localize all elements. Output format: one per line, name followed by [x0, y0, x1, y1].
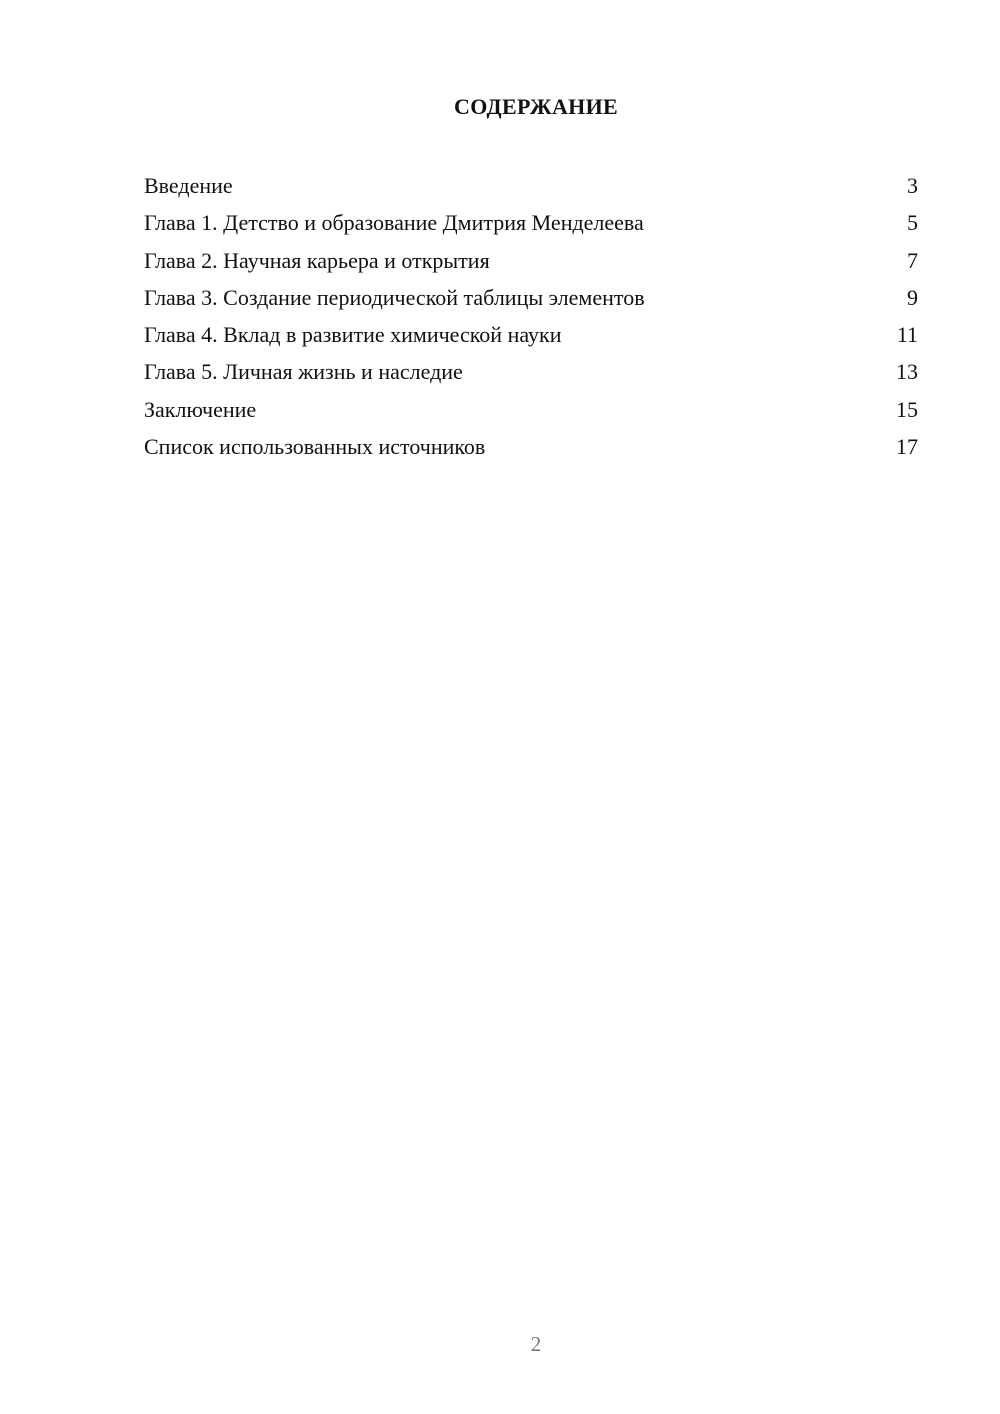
toc-item-page: 13 — [896, 359, 918, 385]
toc-item-label: Глава 5. Личная жизнь и наследие — [144, 359, 463, 385]
page-number: 2 — [530, 1332, 542, 1356]
toc-item — [144, 316, 918, 353]
toc-item-page: 11 — [896, 322, 918, 348]
toc-item-page: 5 — [907, 210, 918, 236]
page-title: СОДЕРЖАНИЕ — [454, 94, 618, 119]
toc-item-page: 17 — [896, 434, 918, 460]
toc-item — [144, 353, 918, 390]
table-of-contents — [144, 167, 918, 465]
toc-item-page: 7 — [907, 247, 918, 273]
toc-item — [144, 428, 918, 465]
toc-item — [144, 242, 918, 279]
toc-item-page: 9 — [907, 284, 918, 310]
toc-item-label: Глава 3. Создание периодической таблицы элементов — [144, 284, 645, 310]
toc-item-label: Глава 4. Вклад в развитие химической науки — [144, 322, 562, 348]
toc-item-page: 15 — [896, 396, 918, 422]
toc-item — [144, 204, 918, 241]
toc-item-label: Глава 2. Научная карьера и открытия — [144, 247, 490, 273]
toc-item-label: Заключение — [144, 396, 257, 422]
toc-item-label: Введение — [144, 173, 233, 198]
toc-item-label: Список использованных источников — [144, 434, 486, 460]
toc-item — [144, 279, 918, 316]
toc-item-page: 3 — [907, 173, 918, 198]
toc-item — [144, 391, 918, 428]
toc-item — [144, 167, 918, 204]
toc-item-label: Глава 1. Детство и образование Дмитрия Менделеева — [144, 210, 644, 236]
